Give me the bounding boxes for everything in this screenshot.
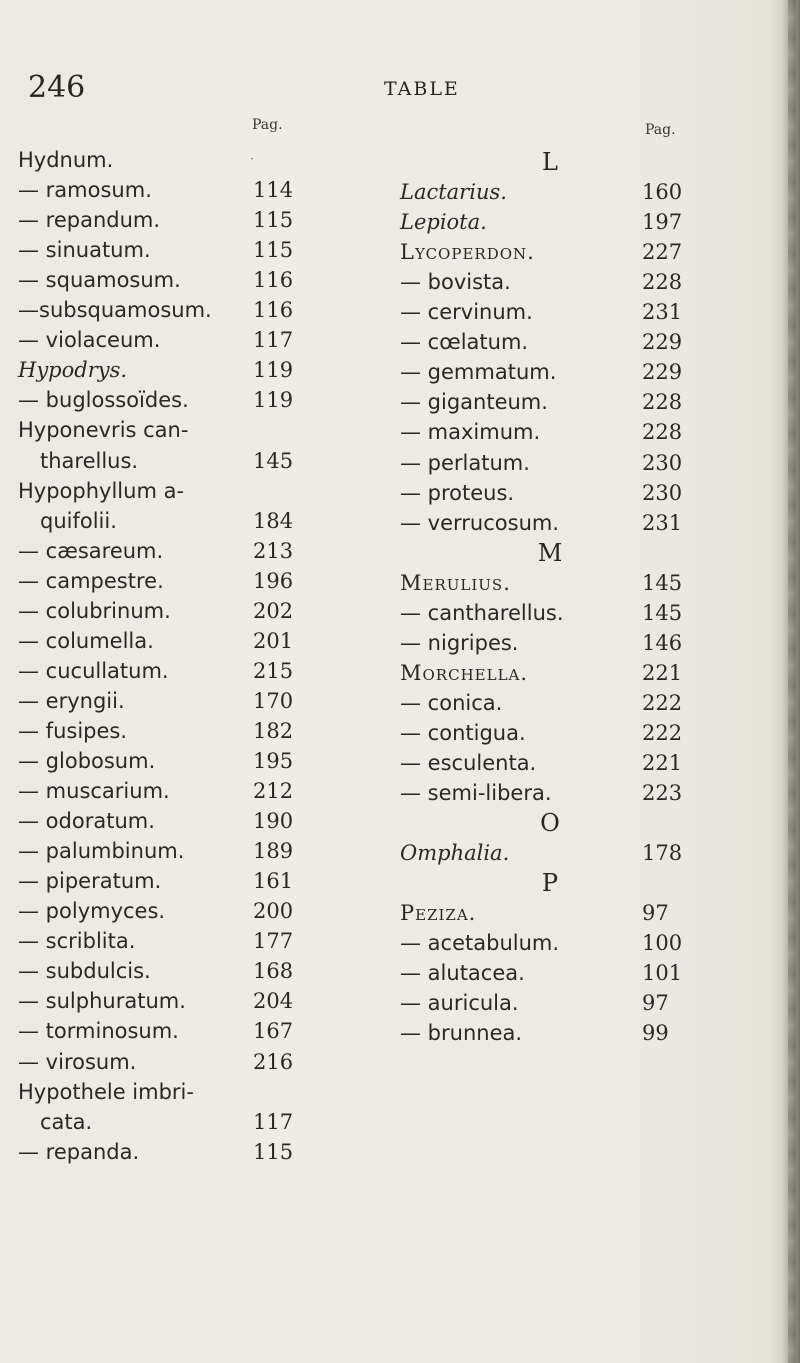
entry-page-number: 167 [253, 1019, 294, 1043]
entry-name: Lycoperdon. [400, 240, 535, 264]
entry-page-number: 97 [642, 991, 669, 1015]
entry-page-number: 195 [253, 749, 294, 773]
entry-name: — odoratum. [18, 809, 155, 833]
index-entry [18, 656, 348, 686]
entry-name: — acetabulum. [400, 931, 560, 955]
index-entry [18, 205, 348, 235]
index-entry [400, 628, 700, 658]
entry-page-number: 97 [642, 901, 669, 925]
index-entry [18, 536, 348, 566]
entry-page-number: 101 [642, 961, 683, 985]
entry-name: Merulius. [400, 571, 511, 595]
entry-page-number: 99 [642, 1021, 669, 1045]
entry-name: — violaceum. [18, 328, 161, 352]
index-entry [18, 626, 348, 656]
index-entry [400, 958, 700, 988]
index-entry [18, 806, 348, 836]
entry-name: — auricula. [400, 991, 519, 1015]
entry-name: — verrucosum. [400, 511, 560, 535]
entry-page-number: 119 [253, 388, 294, 412]
entry-page-number: 230 [642, 451, 683, 475]
index-entry [400, 898, 700, 928]
entry-name: Hypophyllum a- [18, 479, 185, 503]
running-head-title: TABLE [384, 78, 460, 100]
section-letter-heading: M [537, 539, 563, 567]
entry-name: — perlatum. [400, 451, 530, 475]
index-entry [18, 986, 348, 1016]
entry-name: — eryngii. [18, 689, 125, 713]
index-entry [18, 866, 348, 896]
entry-name: — squamosum. [18, 268, 181, 292]
index-entry [18, 596, 348, 626]
right-column-pag-label: Pag. [645, 122, 676, 138]
entry-page-number: 116 [253, 268, 294, 292]
entry-name: Lactarius. [400, 180, 507, 204]
index-entry [400, 1018, 700, 1048]
index-entry [18, 476, 348, 506]
entry-page-number: 228 [642, 390, 683, 414]
entry-page-number: 115 [253, 208, 294, 232]
index-entry [18, 506, 348, 536]
entry-page-number: 145 [253, 449, 294, 473]
index-entry [400, 688, 700, 718]
entry-page-number: 223 [642, 781, 683, 805]
entry-name: Peziza. [400, 901, 477, 925]
entry-name: — muscarium. [18, 779, 170, 803]
index-entry [18, 746, 348, 776]
entry-page-number: 160 [642, 180, 683, 204]
entry-name: — cervinum. [400, 300, 533, 324]
entry-name: — sulphuratum. [18, 989, 186, 1013]
index-entry [400, 988, 700, 1018]
entry-page-number: 177 [253, 929, 294, 953]
entry-page-number: 213 [253, 539, 294, 563]
index-entry [400, 327, 700, 357]
index-entry [400, 598, 700, 628]
entry-page-number: 184 [253, 509, 294, 533]
index-entry [400, 297, 700, 327]
entry-page-number: 216 [253, 1050, 294, 1074]
entry-page-number: 115 [253, 238, 294, 262]
entry-name: — fusipes. [18, 719, 128, 743]
index-entry [18, 295, 348, 325]
index-entry [400, 177, 700, 207]
entry-page-number: 161 [253, 869, 294, 893]
index-entry [400, 928, 700, 958]
index-entry [18, 385, 348, 415]
entry-name: tharellus. [40, 449, 139, 473]
entry-page-number: 117 [253, 1110, 294, 1134]
entry-page-number: 227 [642, 240, 683, 264]
index-entry [18, 776, 348, 806]
entry-page-number: 221 [642, 661, 683, 685]
entry-page-number: 228 [642, 270, 683, 294]
entry-name: Omphalia. [400, 841, 510, 865]
section-letter-heading: L [542, 148, 558, 176]
entry-name: — cantharellus. [400, 601, 564, 625]
entry-name: quifolii. [40, 509, 117, 533]
index-entry [18, 1016, 348, 1046]
index-entry [18, 175, 348, 205]
entry-name: — sinuatum. [18, 238, 151, 262]
entry-name: — scriblita. [18, 929, 136, 953]
entry-page-number: 231 [642, 511, 683, 535]
print-speck: · [250, 152, 254, 166]
index-entry [400, 417, 700, 447]
entry-page-number: 114 [253, 178, 294, 202]
entry-name: — alutacea. [400, 961, 525, 985]
index-entry [18, 686, 348, 716]
index-entry [18, 145, 348, 175]
entry-page-number: 189 [253, 839, 294, 863]
index-entry [18, 896, 348, 926]
entry-page-number: 222 [642, 721, 683, 745]
entry-name: — cœlatum. [400, 330, 529, 354]
index-entry [18, 1107, 348, 1137]
entry-page-number: 221 [642, 751, 683, 775]
index-entry [18, 1137, 348, 1167]
index-entry [18, 1047, 348, 1077]
entry-name: — colubrinum. [18, 599, 171, 623]
entry-page-number: 196 [253, 569, 294, 593]
entry-name: — columella. [18, 629, 154, 653]
entry-page-number: 201 [253, 629, 294, 653]
entry-name: — conica. [400, 691, 503, 715]
entry-name: — giganteum. [400, 390, 548, 414]
entry-name: Hypodrys. [18, 358, 128, 382]
entry-name: — semi-libera. [400, 781, 552, 805]
entry-page-number: 197 [642, 210, 683, 234]
entry-name: — torminosum. [18, 1019, 179, 1043]
index-entry [400, 267, 700, 297]
entry-page-number: 117 [253, 328, 294, 352]
entry-name: — virosum. [18, 1050, 137, 1074]
entry-page-number: 222 [642, 691, 683, 715]
entry-page-number: 146 [642, 631, 683, 655]
entry-name: — gemmatum. [400, 360, 557, 384]
entry-name: — bovista. [400, 270, 511, 294]
index-entry [18, 716, 348, 746]
entry-name: — repanda. [18, 1140, 140, 1164]
entry-name: — contigua. [400, 721, 526, 745]
index-entry [18, 265, 348, 295]
index-entry [18, 235, 348, 265]
entry-name: — nigripes. [400, 631, 519, 655]
left-column-pag-label: Pag. [252, 117, 283, 133]
entry-page-number: 212 [253, 779, 294, 803]
entry-name: — cæsareum. [18, 539, 164, 563]
entry-name: — brunnea. [400, 1021, 523, 1045]
entry-page-number: 204 [253, 989, 294, 1013]
entry-page-number: 170 [253, 689, 294, 713]
entry-name: — piperatum. [18, 869, 162, 893]
index-entry [400, 387, 700, 417]
entry-page-number: 116 [253, 298, 294, 322]
entry-page-number: 178 [642, 841, 683, 865]
entry-page-number: 215 [253, 659, 294, 683]
entry-name: — palumbinum. [18, 839, 185, 863]
entry-name: Morchella. [400, 661, 529, 685]
entry-name: — maximum. [400, 420, 541, 444]
section-letter-heading: O [540, 809, 560, 837]
entry-page-number: 202 [253, 599, 294, 623]
entry-page-number: 100 [642, 931, 683, 955]
entry-page-number: 200 [253, 899, 294, 923]
entry-name: —subsquamosum. [18, 298, 212, 322]
entry-page-number: 145 [642, 571, 683, 595]
page-number: 246 [28, 70, 86, 105]
index-entry [18, 1077, 348, 1107]
entry-page-number: 228 [642, 420, 683, 444]
index-entry [18, 836, 348, 866]
entry-name: — campestre. [18, 569, 164, 593]
index-entry [400, 568, 700, 598]
entry-page-number: 182 [253, 719, 294, 743]
entry-page-number: 190 [253, 809, 294, 833]
index-entry [400, 508, 700, 538]
entry-name: — globosum. [18, 749, 156, 773]
entry-name: cata. [40, 1110, 93, 1134]
section-letter-heading: P [541, 869, 559, 897]
entry-name: — cucullatum. [18, 659, 169, 683]
index-entry [18, 566, 348, 596]
entry-name: — ramosum. [18, 178, 152, 202]
index-entry [400, 357, 700, 387]
entry-page-number: 168 [253, 959, 294, 983]
entry-page-number: 229 [642, 330, 683, 354]
index-entry [400, 838, 700, 868]
page-edge-strip [788, 0, 796, 1363]
index-entry [18, 325, 348, 355]
index-entry [18, 355, 348, 385]
index-entry [400, 237, 700, 267]
entry-name: — esculenta. [400, 751, 537, 775]
entry-name: — subdulcis. [18, 959, 151, 983]
entry-name: Hyponevris can- [18, 418, 189, 442]
index-entry [18, 446, 348, 476]
index-entry [18, 956, 348, 986]
entry-name: — proteus. [400, 481, 515, 505]
index-entry [400, 658, 700, 688]
index-entry [18, 415, 348, 445]
index-entry [400, 448, 700, 478]
entry-name: — buglossoïdes. [18, 388, 189, 412]
entry-page-number: 230 [642, 481, 683, 505]
entry-page-number: 115 [253, 1140, 294, 1164]
index-entry [400, 207, 700, 237]
entry-name: — polymyces. [18, 899, 166, 923]
entry-page-number: 119 [253, 358, 294, 382]
entry-name: Hypothele imbri- [18, 1080, 194, 1104]
index-entry [400, 748, 700, 778]
index-entry [18, 926, 348, 956]
entry-name: Lepiota. [400, 210, 487, 234]
entry-page-number: 145 [642, 601, 683, 625]
index-entry [400, 718, 700, 748]
entry-page-number: 231 [642, 300, 683, 324]
entry-page-number: 229 [642, 360, 683, 384]
entry-name: — repandum. [18, 208, 161, 232]
index-entry [400, 478, 700, 508]
entry-name: Hydnum. [18, 148, 114, 172]
index-entry [400, 778, 700, 808]
